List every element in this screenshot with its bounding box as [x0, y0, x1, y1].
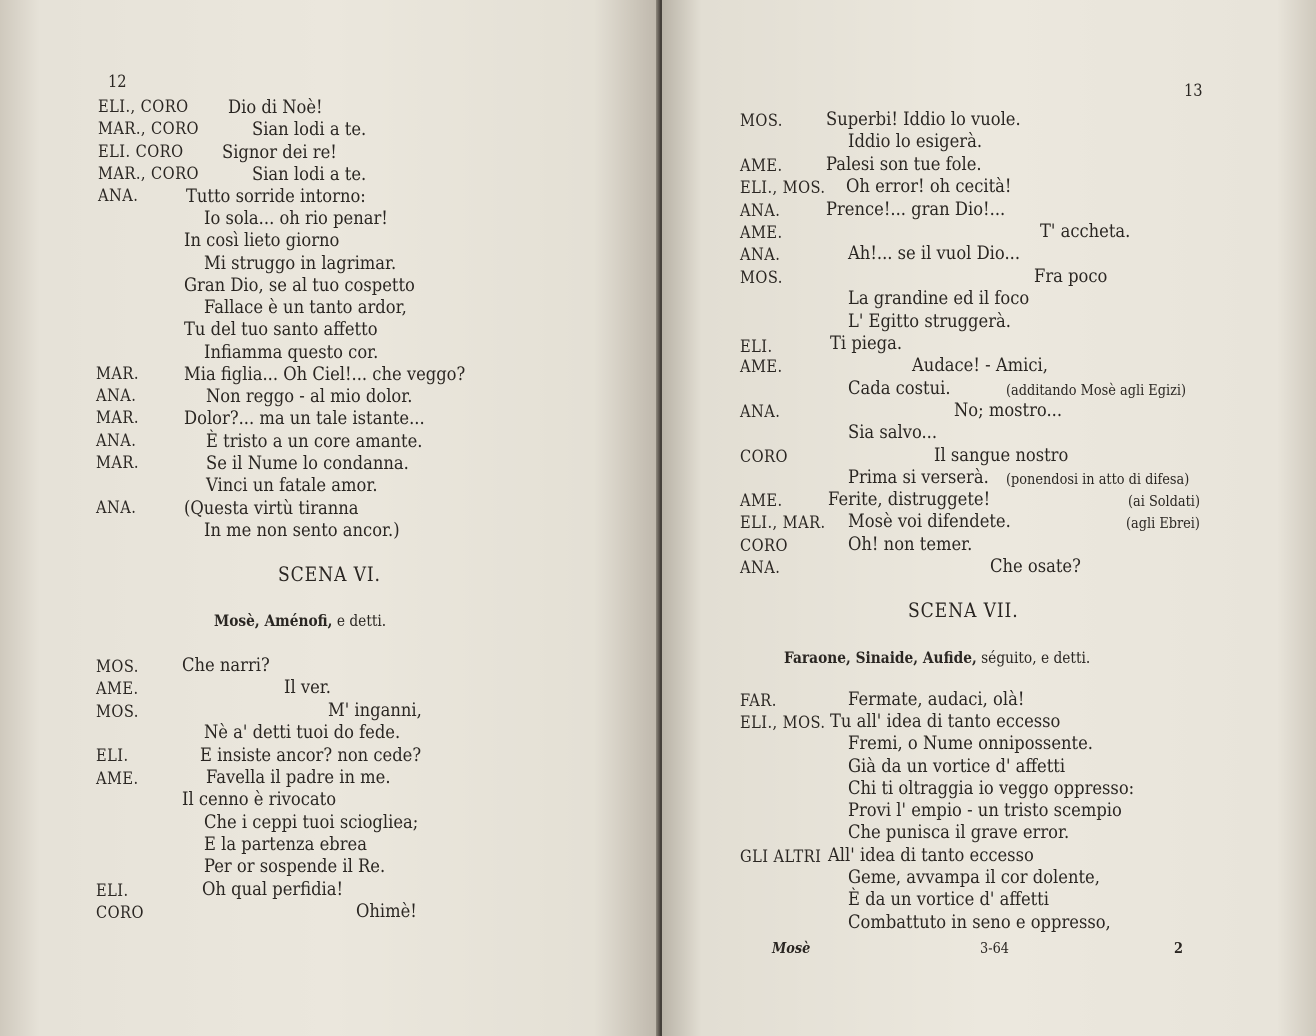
verse-line: Nè a' detti tuoi do fede.: [204, 721, 401, 743]
verse-line: Io sola... oh rio penar!: [204, 207, 388, 229]
verse-line: Prence!... gran Dio!...: [826, 198, 1006, 220]
verse-line: Fremi, o Nume onnipossente.: [848, 732, 1093, 754]
verse-line: Che i ceppi tuoi sciogliea;: [204, 811, 419, 833]
speaker: ELI., CORO: [98, 97, 189, 117]
stage-direction: (additando Mosè agli Egizi): [1006, 381, 1187, 399]
verse-line: Combattuto in seno e oppresso,: [848, 911, 1111, 933]
verse-line: Geme, avvampa il cor dolente,: [848, 866, 1100, 888]
verse-line: Il cenno è rivocato: [182, 788, 337, 810]
right-page: [662, 0, 1316, 1036]
verse-line: Ferite, distruggete!: [828, 488, 991, 510]
speaker: AME.: [740, 156, 783, 176]
stage-direction: (ai Soldati): [1128, 492, 1200, 510]
speaker: ANA.: [96, 431, 137, 451]
speaker: GLI ALTRI: [740, 847, 822, 867]
verse-line: T' accheta.: [1040, 220, 1131, 242]
verse-line: Ohimè!: [356, 900, 417, 922]
speaker: MAR.: [96, 453, 139, 473]
verse-line: Gran Dio, se al tuo cospetto: [184, 274, 415, 296]
speaker: AME.: [740, 357, 783, 377]
verse-line: Audace! - Amici,: [912, 354, 1048, 376]
verse-line: Ah!... se il vuol Dio...: [848, 242, 1021, 264]
page-number: 12: [108, 72, 127, 92]
speaker: MAR., CORO: [98, 119, 199, 139]
scene-tail: e detti.: [336, 611, 387, 630]
speaker: ANA.: [740, 201, 781, 221]
speaker: MAR.: [96, 408, 139, 428]
speaker: ELI. CORO: [98, 142, 184, 162]
scene-heading: SCENA VII.: [908, 598, 1019, 622]
verse-line: Tu all' idea di tanto eccesso: [830, 710, 1061, 732]
speaker: MAR.: [96, 364, 139, 384]
verse-line: Dolor?... ma un tale istante...: [184, 407, 425, 429]
scene-characters-line: [784, 647, 1090, 669]
speaker: ANA.: [96, 386, 137, 406]
footer-title: Mosè: [772, 939, 811, 957]
verse-line: Oh! non temer.: [848, 533, 973, 555]
verse-line: Il sangue nostro: [934, 444, 1069, 466]
speaker: MOS.: [740, 111, 783, 131]
verse-line: Se il Nume lo condanna.: [206, 452, 409, 474]
verse-line: Il ver.: [284, 676, 331, 698]
verse-line: Chi ti oltraggia io veggo oppresso:: [848, 777, 1135, 799]
verse-line: Favella il padre in me.: [206, 766, 391, 788]
verse-line: Provi l' empio - un tristo scempio: [848, 799, 1122, 821]
verse-line: No; mostro...: [954, 399, 1063, 421]
scene-characters: Mosè, Aménofi,: [214, 611, 333, 630]
verse-line: Oh error! oh cecità!: [846, 175, 1012, 197]
verse-line: In me non sento ancor.): [204, 519, 400, 541]
verse-line: Infiamma questo cor.: [204, 341, 379, 363]
stage-direction: (agli Ebrei): [1126, 514, 1200, 532]
speaker: AME.: [740, 491, 783, 511]
verse-line: All' idea di tanto eccesso: [828, 844, 1034, 866]
verse-line: Fallace è un tanto ardor,: [204, 296, 407, 318]
verse-line: In così lieto giorno: [184, 229, 340, 251]
speaker: MAR., CORO: [98, 164, 199, 184]
verse-line: È tristo a un core amante.: [206, 430, 423, 452]
verse-line: Che punisca il grave error.: [848, 821, 1070, 843]
verse-line: Mi struggo in lagrimar.: [204, 252, 397, 274]
speaker: ANA.: [740, 402, 781, 422]
verse-line: Sian lodi a te.: [252, 163, 367, 185]
speaker: ANA.: [96, 498, 137, 518]
verse-line: E la partenza ebrea: [204, 833, 367, 855]
footer-sheet-number: 2: [1174, 939, 1183, 957]
speaker: AME.: [96, 679, 139, 699]
verse-line: Non reggo - al mio dolor.: [206, 385, 413, 407]
verse-line: Fra poco: [1034, 265, 1108, 287]
verse-line: È da un vortice d' affetti: [848, 888, 1049, 910]
verse-line: Mosè voi difendete.: [848, 510, 1011, 532]
verse-line: Vinci un fatale amor.: [206, 474, 378, 496]
verse-line: Che osate?: [990, 555, 1081, 577]
stage-direction: (ponendosi in atto di difesa): [1006, 470, 1190, 488]
speaker: MOS.: [96, 657, 139, 677]
speaker: FAR.: [740, 691, 777, 711]
speaker: AME.: [740, 223, 783, 243]
speaker: ANA.: [740, 245, 781, 265]
footer-signature: 3-64: [980, 939, 1009, 957]
speaker: CORO: [740, 447, 788, 467]
verse-line: Già da un vortice d' affetti: [848, 755, 1066, 777]
verse-line: E insiste ancor? non cede?: [200, 744, 422, 766]
verse-line: Dio di Noè!: [228, 96, 323, 118]
speaker: ELI., MOS.: [740, 713, 826, 733]
speaker: MOS.: [96, 702, 139, 722]
verse-line: Palesi son tue fole.: [826, 153, 982, 175]
speaker: ANA.: [98, 186, 139, 206]
speaker: ELI.: [96, 881, 129, 901]
verse-line: Signor dei re!: [222, 141, 337, 163]
verse-line: Tu del tuo santo affetto: [184, 318, 378, 340]
verse-line: Ti piega.: [830, 332, 903, 354]
verse-line: Fermate, audaci, olà!: [848, 688, 1025, 710]
verse-line: Che narri?: [182, 654, 270, 676]
speaker: AME.: [96, 769, 139, 789]
verse-line: La grandine ed il foco: [848, 287, 1030, 309]
verse-line: Per or sospende il Re.: [204, 855, 386, 877]
verse-line: L' Egitto struggerà.: [848, 310, 1011, 332]
verse-line: Iddio lo esigerà.: [848, 130, 983, 152]
verse-line: Sian lodi a te.: [252, 118, 367, 140]
speaker: ELI., MOS.: [740, 178, 826, 198]
speaker: ELI., MAR.: [740, 513, 826, 533]
verse-line: Oh qual perfidia!: [202, 878, 344, 900]
scene-characters-line: [214, 610, 386, 632]
speaker: CORO: [96, 903, 144, 923]
speaker: ELI.: [740, 337, 773, 357]
scene-characters: Faraone, Sinaide, Aufide,: [784, 648, 977, 667]
verse-line: M' inganni,: [328, 699, 422, 721]
verse-line: Sia salvo...: [848, 421, 938, 443]
verse-line: Cada costui.: [848, 377, 951, 399]
speaker: MOS.: [740, 268, 783, 288]
verse-line: Mia figlia... Oh Ciel!... che veggo?: [184, 363, 466, 385]
scene-heading: SCENA VI.: [278, 562, 381, 586]
page-number: 13: [1184, 81, 1203, 101]
speaker: ANA.: [740, 558, 781, 578]
verse-line: (Questa virtù tiranna: [184, 497, 359, 519]
speaker: ELI.: [96, 746, 129, 766]
verse-line: Superbi! Iddio lo vuole.: [826, 108, 1021, 130]
scene-tail: séguito, e detti.: [981, 648, 1091, 667]
verse-line: Prima si verserà.: [848, 466, 989, 488]
verse-line: Tutto sorride intorno:: [186, 185, 366, 207]
speaker: CORO: [740, 536, 788, 556]
